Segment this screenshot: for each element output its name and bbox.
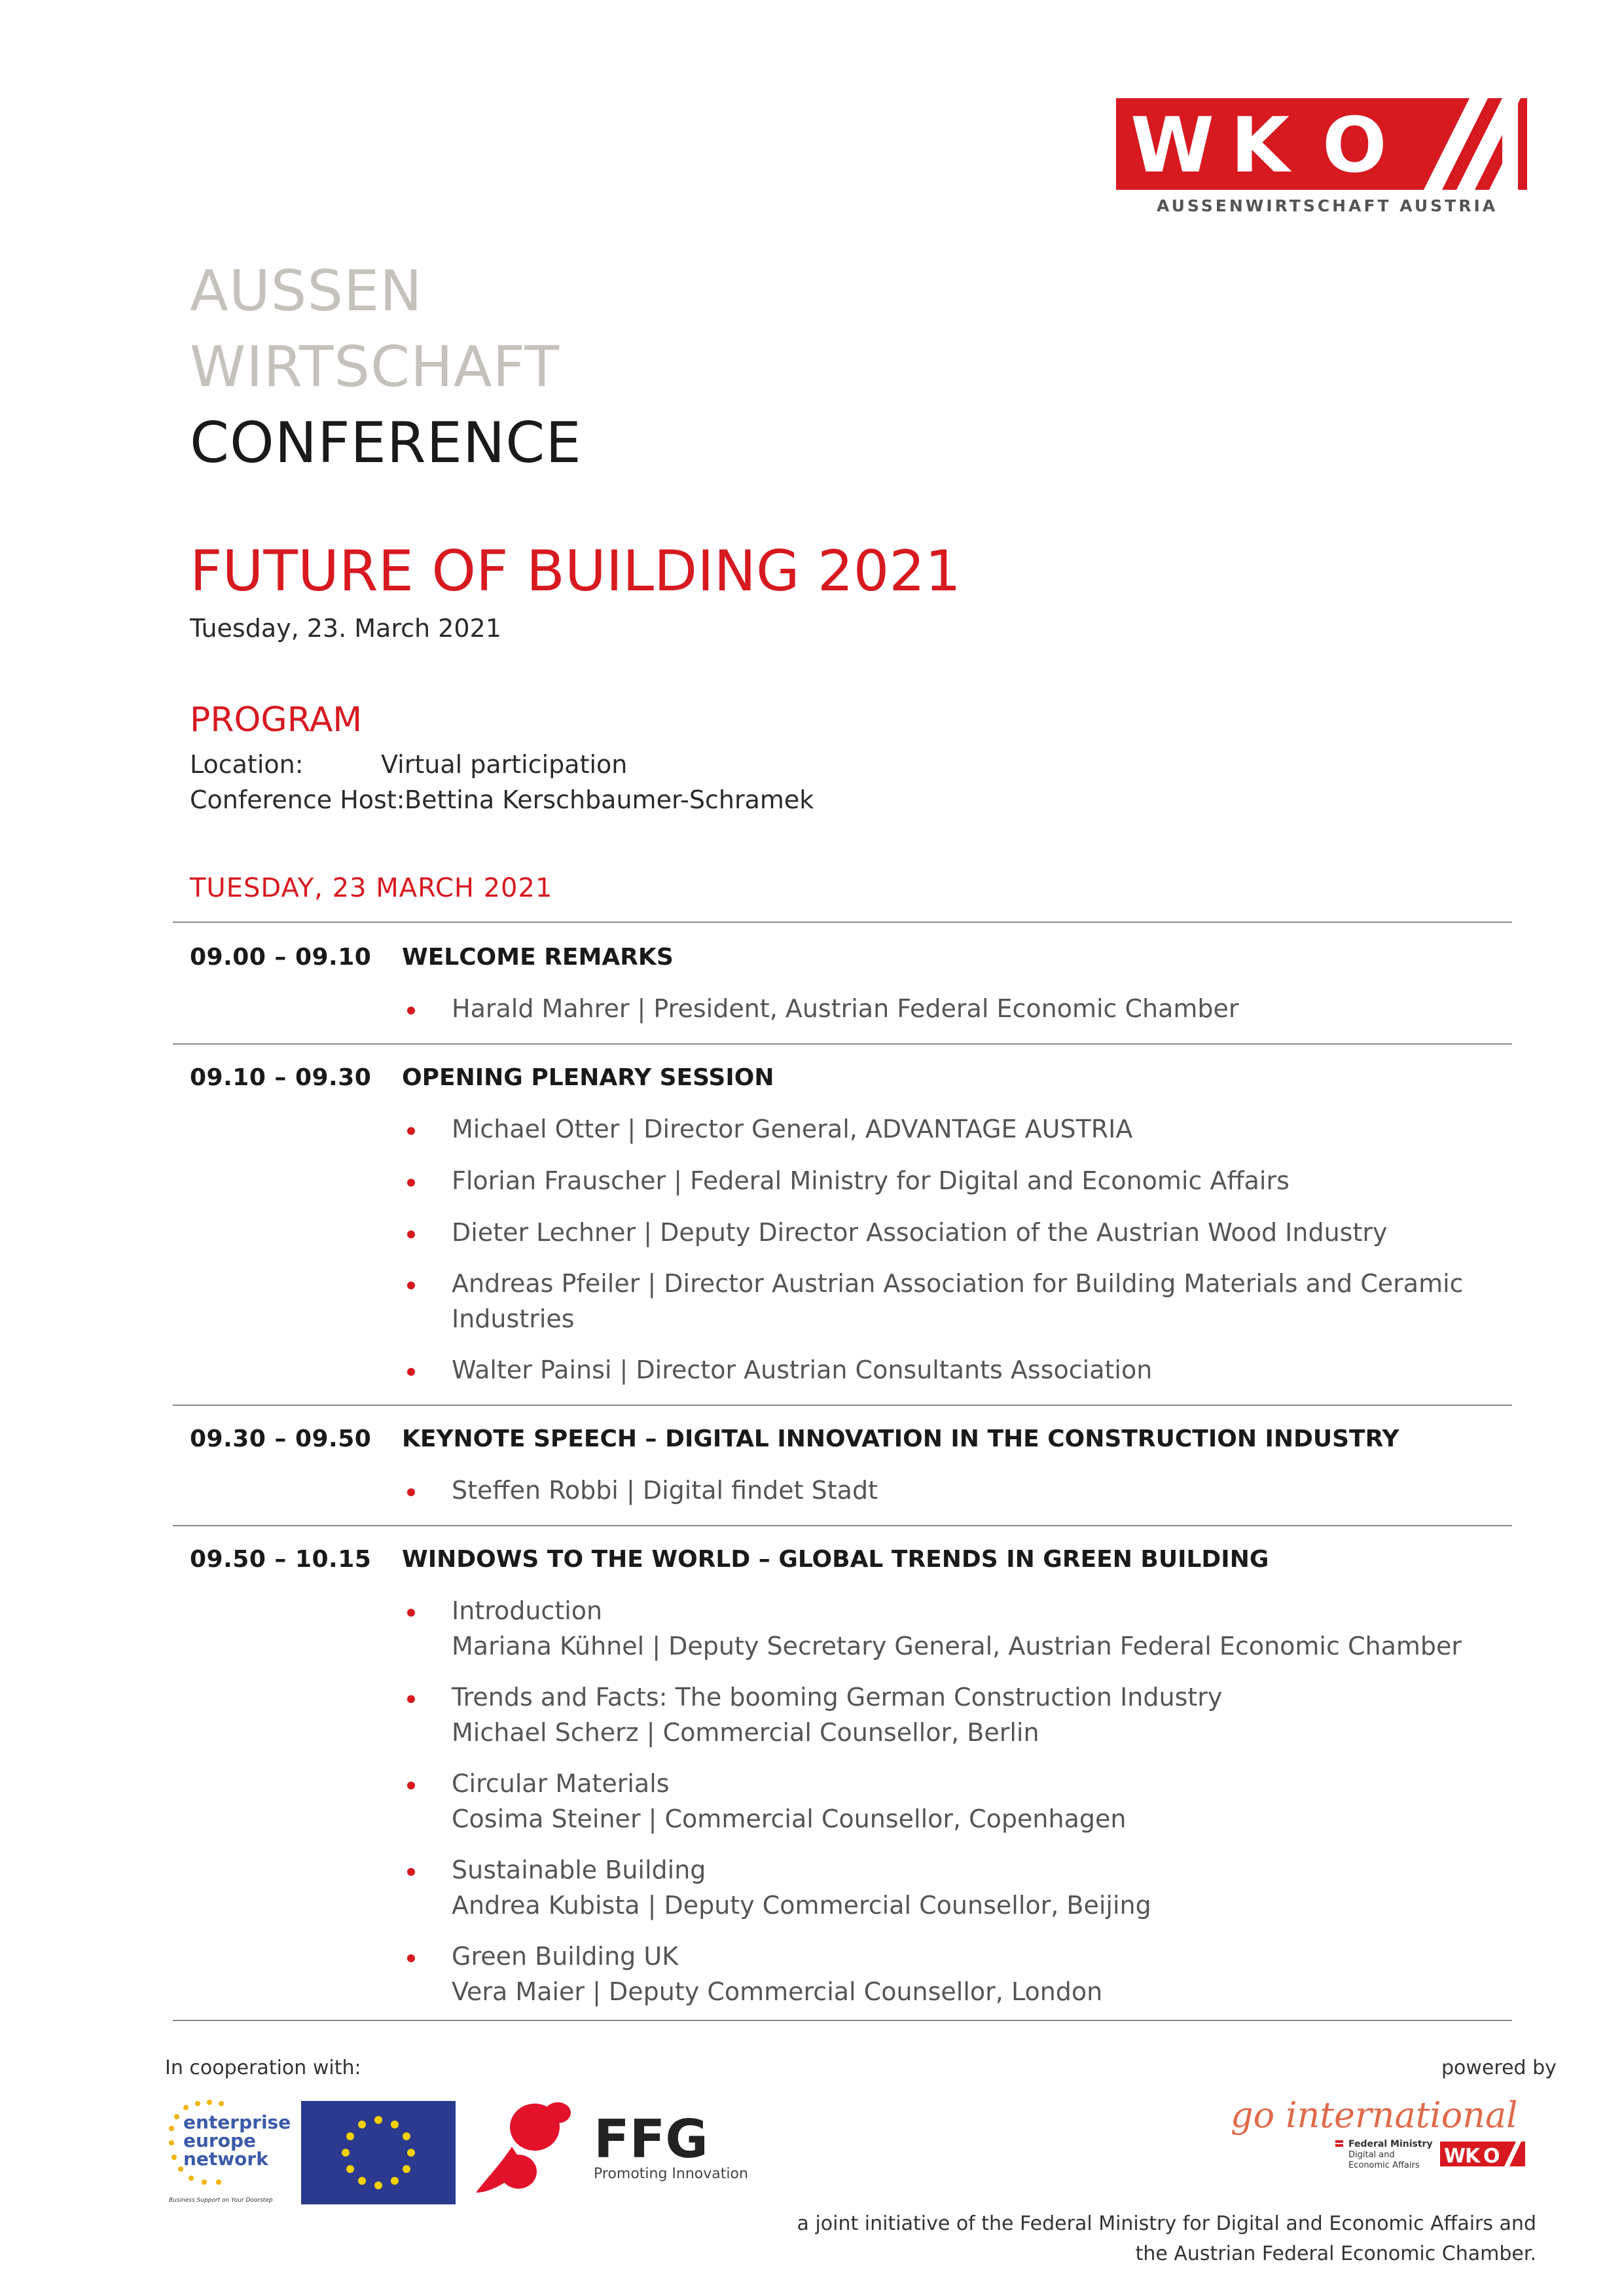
bullet-icon [407,1695,415,1703]
svg-text:Promoting Innovation.: Promoting Innovation. [594,2166,748,2182]
host-label: Conference Host: [190,785,405,814]
bullet-icon [407,1609,415,1617]
session-title: WINDOWS TO THE WORLD – GLOBAL TRENDS IN GREEN BUILDING [402,1546,1269,1573]
speaker-line: Florian Frauscher | Federal Ministry for Digital and Economic Affairs [452,1166,1290,1195]
go-international-logo [1231,2088,1532,2186]
powered-by-label: powered by [1441,2056,1557,2079]
bullet-icon [407,1282,415,1289]
topic-line: Circular Materials [452,1769,670,1798]
svg-text:enterprise: enterprise [183,2111,291,2133]
ffg-logo [473,2094,748,2212]
divider [173,1043,1512,1045]
svg-text:K: K [1465,2145,1481,2168]
speaker-line: Steffen Robbi | Digital findet Stadt [452,1476,878,1505]
bullet-icon [407,1179,415,1187]
cooperation-label: In cooperation with: [165,2056,361,2079]
session-title: WELCOME REMARKS [402,944,674,971]
svg-text:network: network [183,2148,268,2170]
location-value: Virtual participation [381,750,628,779]
divider [173,1525,1512,1526]
speaker-line: Dieter Lechner | Deputy Director Association of the Austrian Wood Industry [452,1218,1388,1247]
topic-line: Sustainable Building [452,1856,706,1884]
bullet-icon [407,1230,415,1238]
svg-text:Federal Ministry: Federal Ministry [1348,2139,1433,2149]
speaker-line: Michael Scherz | Commercial Counsellor, Berlin [452,1718,1039,1747]
day-heading: TUESDAY, 23 MARCH 2021 [190,873,553,903]
session-time: 09.00 – 09.10 [190,944,372,971]
speaker-line: Andreas Pfeiler | Director Austrian Association for Building Materials and Ceramic [452,1269,1464,1298]
svg-text:Economic Affairs: Economic Affairs [1348,2161,1420,2170]
divider [173,2020,1512,2021]
een-logo [166,2098,297,2210]
bullet-icon [407,1368,415,1376]
host-value: Bettina Kerschbaumer-Schramek [405,785,814,814]
wko-logo [1116,98,1527,216]
joint-initiative-line2: the Austrian Federal Economic Chamber. [1135,2242,1536,2265]
event-date: Tuesday, 23. March 2021 [190,614,501,643]
divider [173,922,1512,923]
topic-line: Introduction [452,1596,603,1625]
speaker-line: Mariana Kühnel | Deputy Secretary General, Austrian Federal Economic Chamber [452,1632,1462,1660]
speaker-line: Walter Painsi | Director Austrian Consultants Association [452,1355,1153,1384]
eu-flag [301,2101,456,2204]
svg-text:FFG: FFG [594,2109,708,2170]
topic-line: Green Building UK [452,1942,679,1971]
bullet-icon [407,1954,415,1962]
svg-text:O: O [1483,2145,1500,2168]
bullet-icon [407,1782,415,1789]
svg-text:go international: go international [1231,2094,1518,2136]
session-time: 09.10 – 09.30 [190,1064,372,1091]
bullet-icon [407,1868,415,1876]
wko-letter-k: K [1231,101,1290,190]
speaker-line: Michael Otter | Director General, ADVANTAGE AUSTRIA [452,1115,1133,1143]
session-time: 09.50 – 10.15 [190,1546,372,1573]
speaker-line: Andrea Kubista | Deputy Commercial Counsellor, Beijing [452,1891,1151,1920]
topic-line: Trends and Facts: The booming German Construction Industry [452,1683,1223,1712]
svg-text:Business Support on Your Doors: Business Support on Your Doorstep [169,2197,273,2204]
speaker-line: Cosima Steiner | Commercial Counsellor, Copenhagen [452,1804,1127,1833]
wko-subtitle: AUSSENWIRTSCHAFT AUSTRIA [1157,196,1498,215]
svg-text:W: W [1444,2145,1466,2168]
session-time: 09.30 – 09.50 [190,1426,372,1452]
title-wirtschaft: WIRTSCHAFT [190,334,560,400]
title-aussen: AUSSEN [190,259,423,324]
program-heading: PROGRAM [190,700,363,740]
wko-letter-o: O [1322,101,1387,190]
svg-text:europe: europe [183,2130,257,2151]
speaker-line: Harald Mahrer | President, Austrian Federal Economic Chamber [452,994,1239,1023]
event-title: FUTURE OF BUILDING 2021 [190,539,961,604]
joint-initiative-line1: a joint initiative of the Federal Ministry for Digital and Economic Affairs and [797,2212,1536,2235]
title-conference: CONFERENCE [190,410,582,476]
svg-text:Digital and: Digital and [1348,2150,1395,2160]
speaker-line-cont: Industries [452,1304,575,1333]
bullet-icon [407,1127,415,1135]
session-title: OPENING PLENARY SESSION [402,1064,774,1091]
bullet-icon [407,1007,415,1014]
ffg-mark-icon [476,2102,571,2193]
session-title: KEYNOTE SPEECH – DIGITAL INNOVATION IN THE CONSTRUCTION INDUSTRY [402,1426,1399,1452]
speaker-line: Vera Maier | Deputy Commercial Counsellor, London [452,1977,1103,2006]
divider [173,1405,1512,1406]
bullet-icon [407,1488,415,1496]
location-label: Location: [190,750,304,779]
wko-letter-w: W [1130,101,1214,190]
